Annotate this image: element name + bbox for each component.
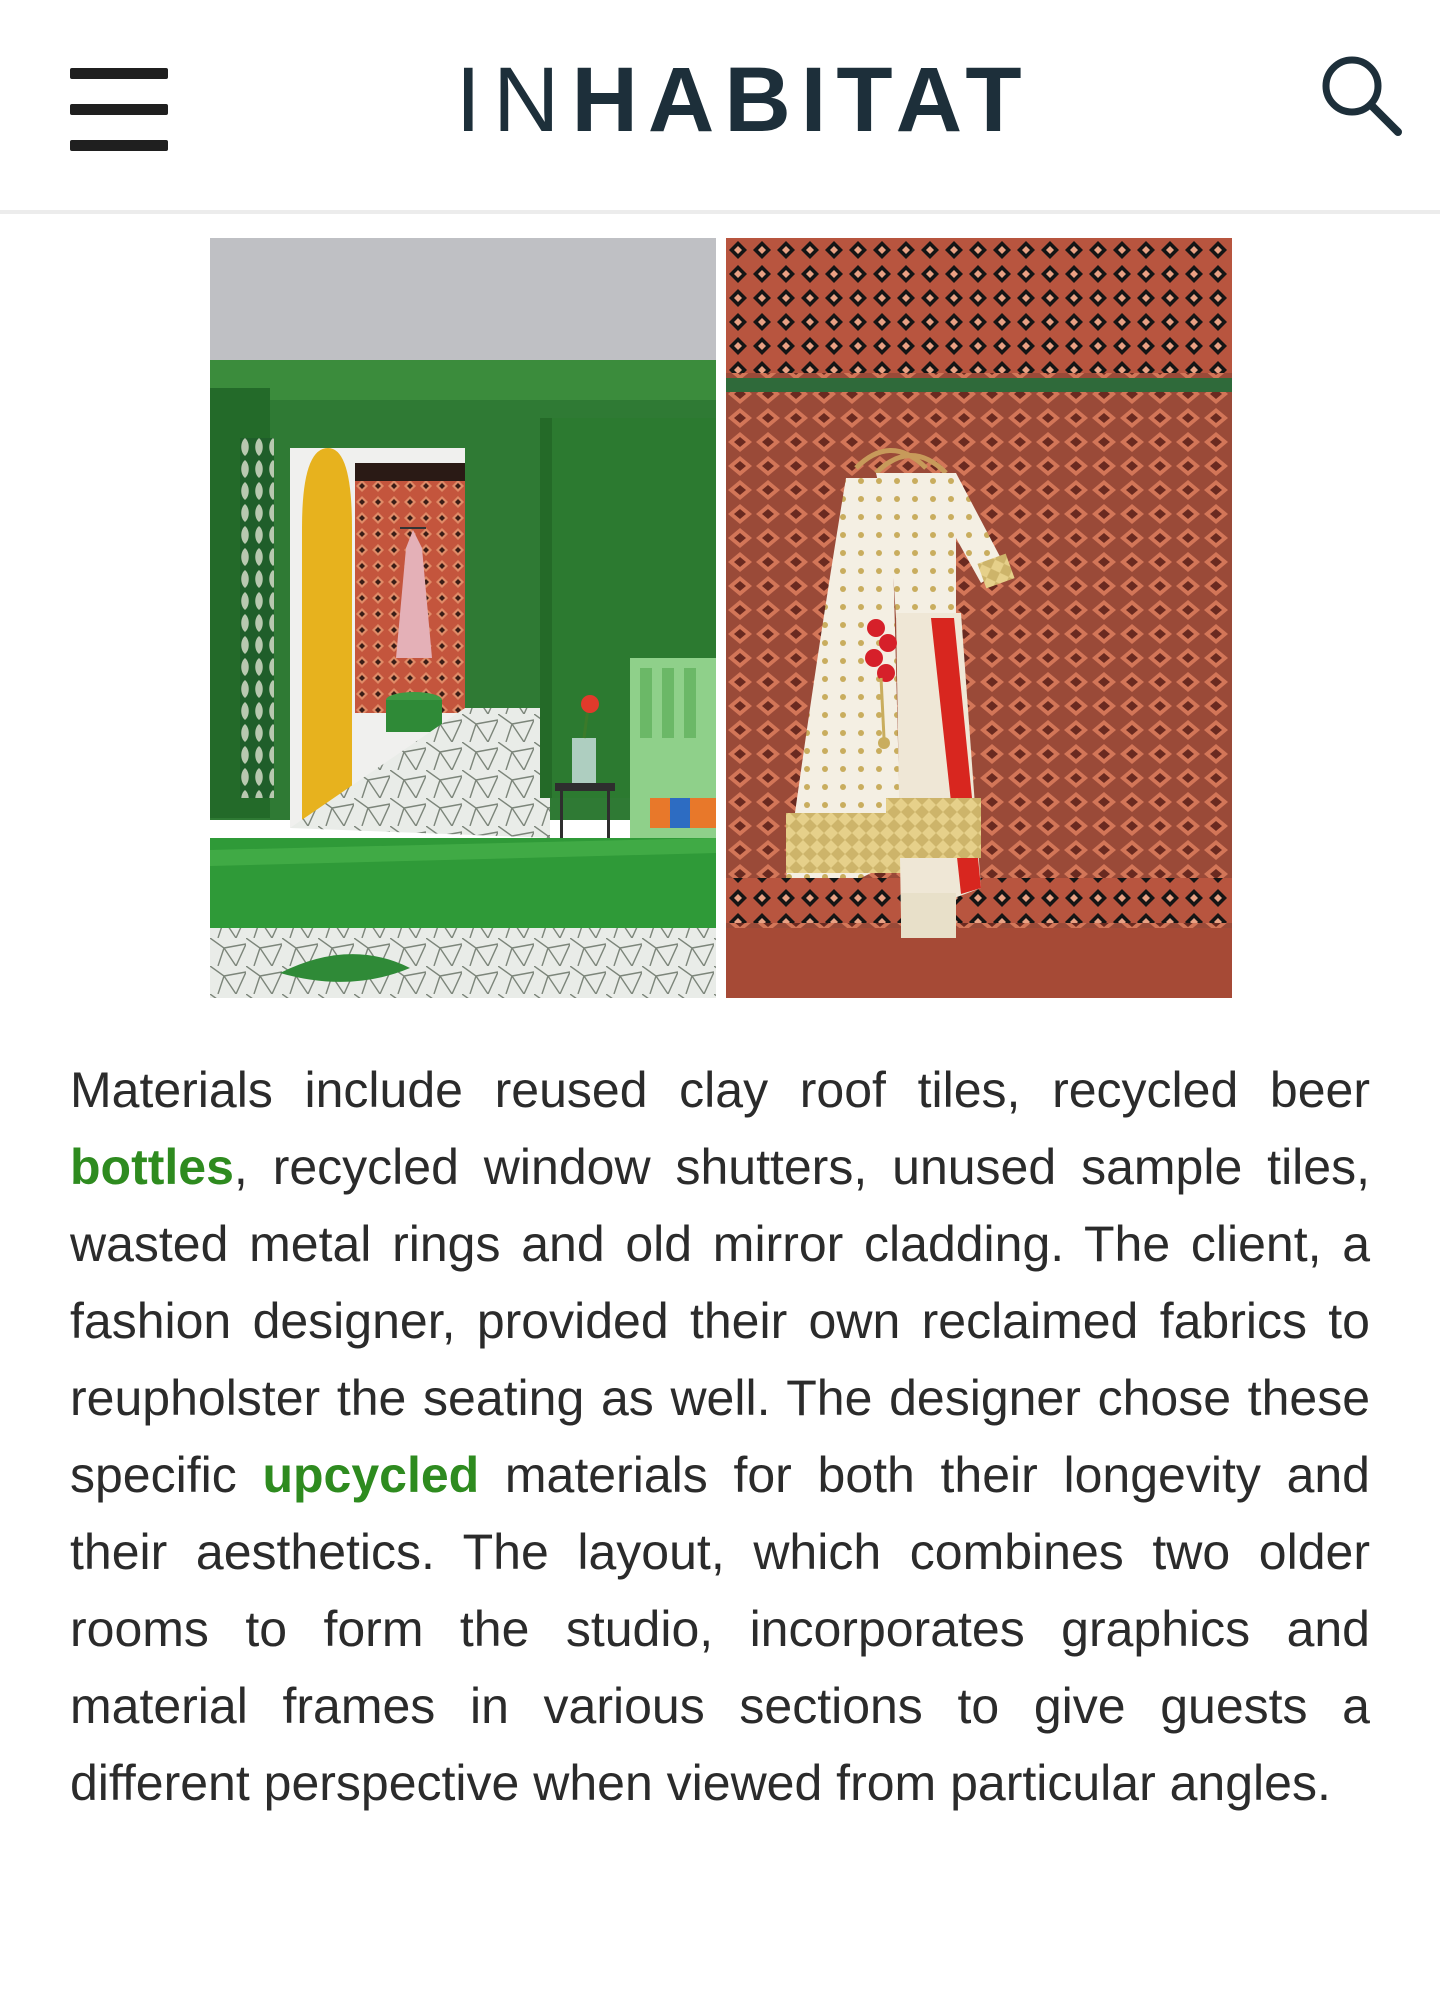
article-paragraph <box>70 1052 1370 1822</box>
saree-on-tile-wall-photo[interactable] <box>726 238 1232 998</box>
site-logo[interactable] <box>456 50 1031 150</box>
search-icon[interactable] <box>1318 52 1404 138</box>
logo-heavy-text: HABITAT <box>571 49 1032 151</box>
article-text-segment: , recycled window shutters, unused sample tiles, wasted metal rings and old mirror cladding. The client, a fashion designer, provided their own reclaimed fabrics to reupholster the seating as well. The designer chose these specific <box>70 1139 1370 1503</box>
bottles-link[interactable]: bottles <box>70 1139 234 1195</box>
logo-light-text: IN <box>455 49 572 151</box>
menu-bar-middle <box>70 104 168 115</box>
green-studio-interior-photo[interactable] <box>210 238 716 998</box>
menu-bar-bottom <box>70 140 168 151</box>
site-header <box>0 0 1440 214</box>
article-text-segment: Materials include reused clay roof tiles, recycled beer <box>70 1062 1370 1118</box>
menu-bar-top <box>70 68 168 79</box>
article-text-segment: materials for both their longevity and their aesthetics. The layout, which combines two older rooms to form the studio, incorporates graphics and material frames in various sections to give guests a different perspective when viewed from particular angles. <box>70 1447 1370 1811</box>
article-image-gallery <box>210 238 1232 998</box>
upcycled-link[interactable]: upcycled <box>262 1447 480 1503</box>
hamburger-menu-icon[interactable] <box>70 64 168 152</box>
